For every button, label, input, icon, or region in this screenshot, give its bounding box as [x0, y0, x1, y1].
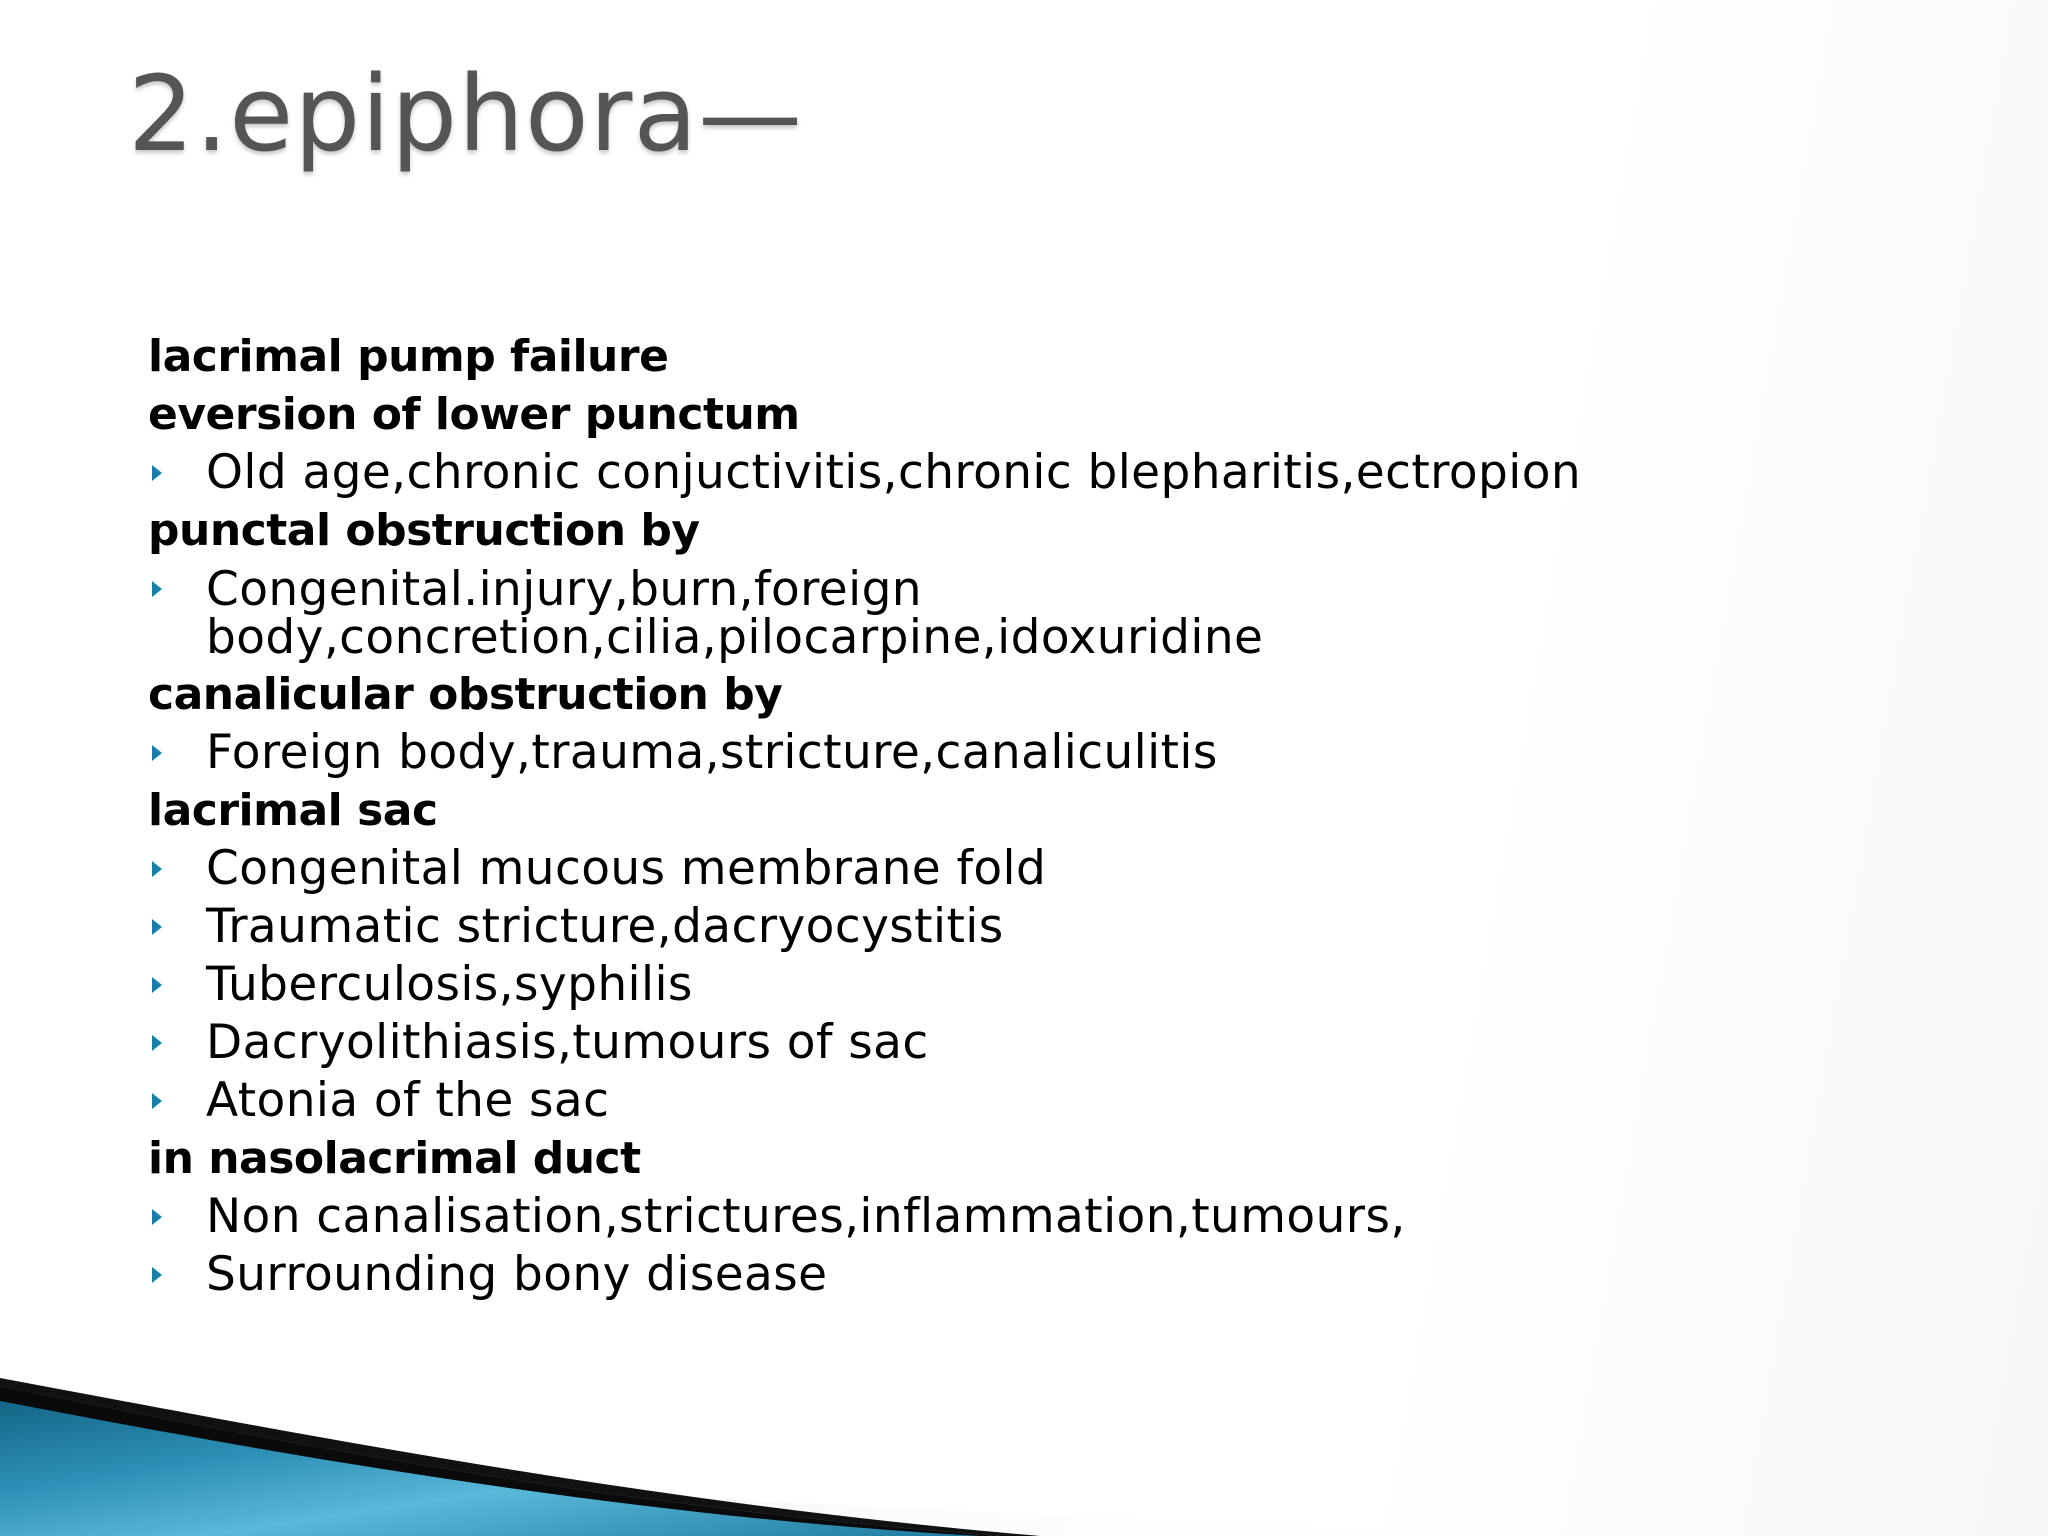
triangle-right-icon [148, 1072, 206, 1130]
list-item-text: Foreign body,trauma,stricture,canaliculitis [206, 725, 1218, 780]
triangle-right-icon [148, 1014, 206, 1072]
heading-nasolacrimal-duct [148, 1130, 1968, 1188]
list-item [148, 1188, 1968, 1246]
heading-lacrimal-sac [148, 782, 1968, 840]
triangle-right-icon [148, 1188, 206, 1246]
list-item-text: Surrounding bony disease [206, 1247, 828, 1302]
heading-text: punctal obstruction by [148, 505, 700, 556]
slide-title: 2.epiphora— [128, 53, 804, 175]
triangle-right-icon [148, 840, 206, 898]
heading-punctal-obstruction [148, 502, 1968, 560]
heading-text: canalicular obstruction by [148, 669, 783, 720]
heading-text: lacrimal pump failure [148, 331, 669, 382]
list-item-text: Non canalisation,strictures,inflammation,tumours, [206, 1189, 1406, 1244]
list-item-text: Dacryolithiasis,tumours of sac [206, 1015, 929, 1070]
list-item [148, 444, 1968, 502]
list-item [148, 1072, 1968, 1130]
heading-canalicular-obstruction [148, 666, 1968, 724]
triangle-right-icon [148, 1246, 206, 1304]
list-item-text: Congenital.injury,burn,foreign body,concretion,cilia,pilocarpine,idoxuridine [206, 562, 1264, 665]
list-item [148, 1014, 1968, 1072]
triangle-right-icon [148, 898, 206, 956]
list-item [148, 1246, 1968, 1304]
list-item-text: Tuberculosis,syphilis [206, 957, 693, 1012]
list-item [148, 560, 1968, 666]
list-item [148, 724, 1968, 782]
triangle-right-icon [148, 444, 206, 502]
heading-eversion-of-lower-punctum [148, 386, 1968, 444]
triangle-right-icon [148, 724, 206, 782]
list-item-text: Atonia of the sac [206, 1073, 610, 1128]
list-item [148, 898, 1968, 956]
list-item [148, 840, 1968, 898]
list-item-text: Traumatic stricture,dacryocystitis [206, 899, 1004, 954]
heading-text: lacrimal sac [148, 785, 438, 836]
triangle-right-icon [148, 560, 206, 618]
slide-content [148, 328, 1968, 1304]
list-item [148, 956, 1968, 1014]
heading-text: in nasolacrimal duct [148, 1133, 641, 1184]
list-item-text: Congenital mucous membrane fold [206, 841, 1047, 896]
heading-text: eversion of lower punctum [148, 389, 800, 440]
heading-lacrimal-pump-failure [148, 328, 1968, 386]
list-item-text: Old age,chronic conjuctivitis,chronic blepharitis,ectropion [206, 445, 1582, 500]
triangle-right-icon [148, 956, 206, 1014]
